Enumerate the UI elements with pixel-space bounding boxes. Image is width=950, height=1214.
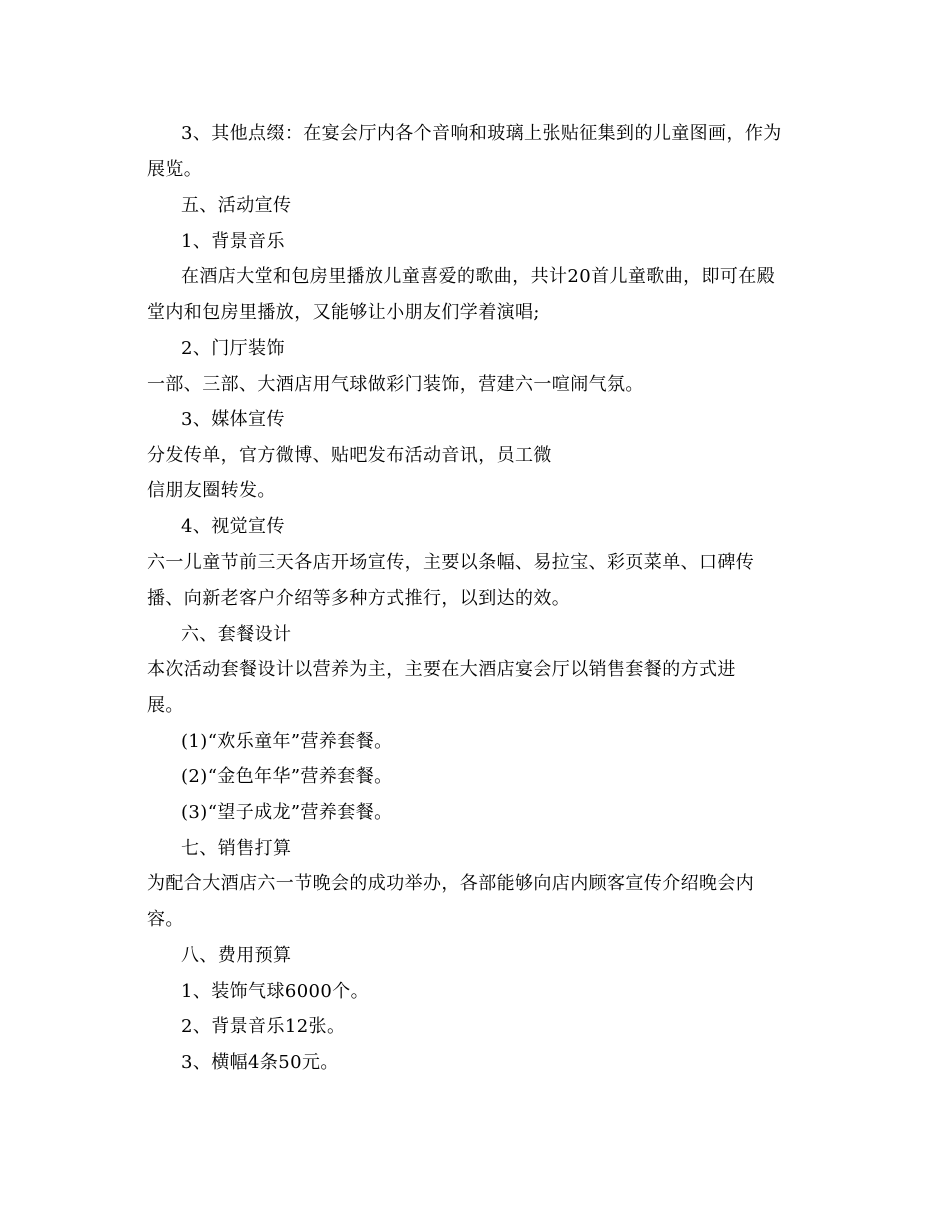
subsection-heading: 3、媒体宣传 [181, 409, 285, 430]
section-heading: 七、销售打算 [181, 838, 292, 859]
paragraph-line: 本次活动套餐设计以营养为主，主要在大酒店宴会厅以销售套餐的方式进 [147, 659, 736, 680]
list-item: (2)“金色年华”营养套餐。 [181, 766, 393, 787]
paragraph-line: 一部、三部、大酒店用气球做彩门装饰，营建六一喧闹气氛。 [147, 374, 644, 395]
section-heading: 八、费用预算 [181, 945, 292, 966]
paragraph-line: 3、其他点缀：在宴会厅内各个音响和玻璃上张贴征集到的儿童图画，作为 [181, 123, 782, 144]
list-item: 2、背景音乐12张。 [181, 1016, 346, 1037]
subsection-heading: 1、背景音乐 [181, 231, 285, 252]
paragraph-line: 展。 [147, 695, 184, 716]
subsection-heading: 4、视觉宣传 [181, 516, 285, 537]
paragraph-line: 为配合大酒店六一节晚会的成功举办，各部能够向店内顾客宣传介绍晚会内 [147, 873, 755, 894]
paragraph-line: 分发传单，官方微博、贴吧发布活动音讯，员工微 [147, 445, 552, 466]
subsection-heading: 2、门厅装饰 [181, 338, 285, 359]
list-item: 3、横幅4条50元。 [181, 1052, 339, 1073]
paragraph-line: 在酒店大堂和包房里播放儿童喜爱的歌曲，共计20首儿童歌曲，即可在殿 [181, 266, 776, 287]
paragraph-line: 堂内和包房里播放，又能够让小朋友们学着演唱; [147, 302, 540, 323]
paragraph-line: 容。 [147, 909, 184, 930]
list-item: 1、装饰气球6000个。 [181, 981, 370, 1002]
section-heading: 五、活动宣传 [181, 195, 292, 216]
paragraph-line: 播、向新老客户介绍等多种方式推行，以到达的效。 [147, 588, 571, 609]
paragraph-line: 展览。 [147, 159, 203, 180]
paragraph-line: 六一儿童节前三天各店开场宣传，主要以条幅、易拉宝、彩页菜单、口碑传 [147, 552, 755, 573]
section-heading: 六、套餐设计 [181, 624, 292, 645]
paragraph-line: 信朋友圈转发。 [147, 480, 276, 501]
list-item: (1)“欢乐童年”营养套餐。 [181, 731, 393, 752]
list-item: (3)“望子成龙”营养套餐。 [181, 802, 393, 823]
